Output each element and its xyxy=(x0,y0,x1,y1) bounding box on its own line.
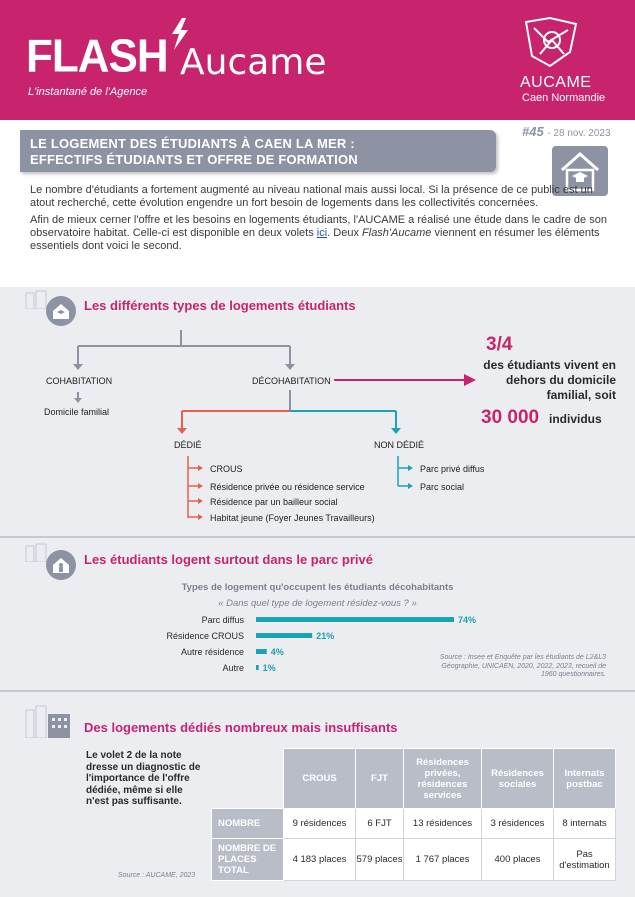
table-cell: 8 internats xyxy=(554,809,616,839)
node-dedie: DÉDIÉ xyxy=(174,440,202,450)
table-cell: 400 places xyxy=(482,839,554,881)
title-line-1: LE LOGEMENT DES ÉTUDIANTS À CAEN LA MER : xyxy=(30,136,355,151)
section-1-title: Les différents types de logements étudiants xyxy=(84,298,356,313)
bar-category-label: Parc diffus xyxy=(201,615,244,625)
intro-text-part: viennent en résumer les éléments essentiels dont voici le second. xyxy=(30,227,600,252)
buildings-icon xyxy=(24,704,72,738)
table-header-cell: Internats postbac xyxy=(554,749,616,809)
logo-subtitle: Caen Normandie xyxy=(522,92,606,104)
table-cell: 4 183 places xyxy=(284,839,356,881)
table-cell: 6 FJT xyxy=(356,809,404,839)
bar xyxy=(256,633,312,638)
section-2-title: Les étudiants logent surtout dans le parc privé xyxy=(84,552,373,567)
section-3-title: Des logements dédiés nombreux mais insuffisants xyxy=(84,720,398,735)
bar-category-label: Résidence CROUS xyxy=(166,631,244,641)
house-circle-icon xyxy=(46,296,76,326)
bar xyxy=(256,649,267,654)
flash-brand: Aucame xyxy=(180,42,327,83)
key-figure-text: des étudiants vivent en dehors du domicile familial, soit xyxy=(483,358,616,402)
table-corner xyxy=(212,749,284,809)
table-cell: 3 résidences xyxy=(482,809,554,839)
table-header-cell: Résidences privées, résidences services xyxy=(404,749,482,809)
intro-text-part: . Deux xyxy=(327,227,363,239)
intro-paragraph-2 xyxy=(30,214,610,253)
section-divider xyxy=(0,690,635,692)
person-house-circle-icon xyxy=(46,550,76,580)
key-figure-unit: individus xyxy=(549,412,602,426)
node-domicile-familial: Domicile familial xyxy=(44,407,110,417)
bar xyxy=(256,665,259,670)
bar-value-label: 21% xyxy=(316,631,335,641)
chart-source: Source : Insee et Enquête par les étudiants de L2&L3 Géographie, UNICAEN, 2020, 2022, 2023, recueil de 1960 questionnaires. xyxy=(439,654,606,678)
table-header-row xyxy=(212,749,616,809)
table-row-header: NOMBRE DE PLACES TOTAL xyxy=(212,839,284,881)
table-row-header: NOMBRE xyxy=(212,809,284,839)
intro-text-part: Afin de mieux cerner l'offre et les besoins en logements étudiants, l'AUCAME a réalisé une étude dans le cadre de son observatoire habitat. Celle-ci est disponible en deux volets xyxy=(30,214,607,239)
intro-text xyxy=(30,184,610,257)
header-banner xyxy=(0,0,635,120)
table-header-cell: FJT xyxy=(356,749,404,809)
dedie-item-bailleur-social: Résidence par un bailleur social xyxy=(210,497,338,507)
table-cell: 9 résidences xyxy=(284,809,356,839)
bar-value-label: 4% xyxy=(270,647,284,657)
non-dedie-item-parc-social: Parc social xyxy=(420,482,465,492)
table-cell: Pas d'estimation xyxy=(554,839,616,881)
bar-category-label: Autre résidence xyxy=(180,647,244,657)
bar-value-label: 1% xyxy=(262,663,276,673)
offer-table xyxy=(211,748,616,881)
study-link[interactable]: ici xyxy=(316,227,328,239)
node-non-dedie: NON DÉDIÉ xyxy=(374,440,425,450)
table-cell: 1 767 places xyxy=(404,839,482,881)
table-row xyxy=(212,809,616,839)
title-banner xyxy=(20,130,496,172)
table-source: Source : AUCAME, 2023 xyxy=(118,872,196,879)
key-figure-fraction: 3/4 xyxy=(486,334,513,355)
table-header-cell: CROUS xyxy=(284,749,356,809)
table-cell: 579 places xyxy=(356,839,404,881)
issue-number: #45 xyxy=(522,124,544,139)
table-cell: 13 résidences xyxy=(404,809,482,839)
non-dedie-item-parc-prive: Parc privé diffus xyxy=(420,464,485,474)
bar-value-label: 74% xyxy=(458,615,477,625)
bar xyxy=(256,617,454,622)
issue-info xyxy=(522,124,611,139)
node-cohabitation: COHABITATION xyxy=(46,376,113,386)
section-divider xyxy=(0,536,635,538)
aucame-logo-icon xyxy=(520,14,584,70)
title-line-2: EFFECTIFS ÉTUDIANTS ET OFFRE DE FORMATION xyxy=(30,152,358,167)
flash-title: FLASH xyxy=(26,30,168,83)
bar-category-label: Autre xyxy=(222,663,244,673)
issue-date: - 28 nov. 2023 xyxy=(547,128,611,139)
logo-name: AUCAME xyxy=(520,74,592,91)
dedie-item-habitat-jeune: Habitat jeune (Foyer Jeunes Travailleurs) xyxy=(210,513,375,523)
key-figure-count: 30 000 xyxy=(481,407,540,428)
chart-title: Types de logement qu'occupent les étudiants décohabitants xyxy=(181,582,454,593)
node-decohabitation: DÉCOHABITATION xyxy=(252,376,331,386)
intro-emphasis: Flash'Aucame xyxy=(362,227,432,239)
dedie-item-residence-privee: Résidence privée ou résidence service xyxy=(210,482,365,492)
tagline: L'instantané de l'Agence xyxy=(28,86,148,98)
table-header-cell: Résidences sociales xyxy=(482,749,554,809)
dedie-item-crous: CROUS xyxy=(210,464,243,474)
chart-subtitle: « Dans quel type de logement résidez-vous ? » xyxy=(218,598,417,609)
intro-paragraph-1: Le nombre d'étudiants a fortement augmenté au niveau national mais aussi local. Si la présence de ce public est un atout recherché, cette évolution engendre un fort besoin de logements dans les collectivités concernées. xyxy=(30,184,593,209)
table-intro: Le volet 2 de la note dresse un diagnostic de l'importance de l'offre dédiée, même si elle n'est pas suffisante. xyxy=(86,750,201,807)
table-row xyxy=(212,839,616,881)
